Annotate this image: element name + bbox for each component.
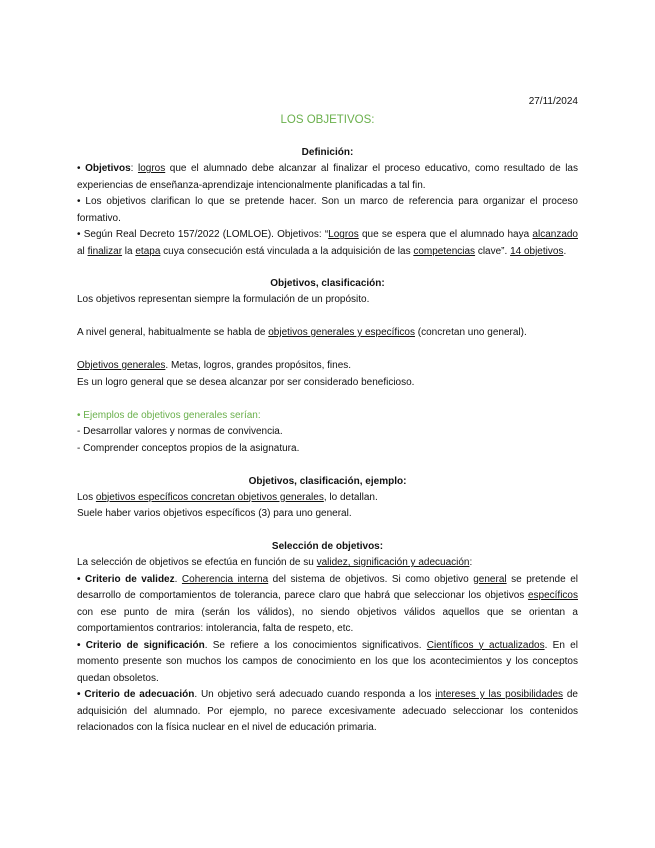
text: clave”. — [475, 245, 511, 257]
criterio-significacion — [77, 638, 578, 688]
bullet: • — [77, 163, 81, 174]
criterio-label: • Criterio de significación — [77, 639, 205, 651]
definicion-p1-text: que el alumnado debe alcanzar al finalizar el proceso educativo, como resultado de las experiencias de enseñanza-aprendizaje intencionalmente planificadas a tal fin. — [77, 163, 578, 191]
text: cuya consecución está vinculada a la adquisición de las — [160, 245, 414, 257]
ejemplo-item-2: - Comprender conceptos propios de la asignatura. — [77, 442, 300, 454]
document-page — [77, 95, 578, 737]
text: , lo detallan. — [323, 491, 378, 503]
underlined-term: intereses y las posibilidades — [435, 689, 564, 700]
underlined-term: general — [473, 573, 507, 585]
clasificacion-paragraph-2 — [77, 325, 578, 342]
clasificacion-heading: Objetivos, clasificación: — [270, 278, 385, 289]
text: con ese punto de mira (serán los válidos), no siendo objetivos válidos aquellos que se orientan a comportamientos contrarios: intolerancia, falta de respeto, etc. — [77, 606, 578, 634]
text: Los — [77, 491, 96, 503]
text: la — [122, 245, 136, 257]
underlined-term: Coherencia interna — [181, 573, 269, 585]
underlined-term: 14 objetivos — [510, 245, 564, 257]
underlined-term: Logros — [328, 229, 359, 240]
definicion-heading: Definición: — [301, 147, 354, 158]
ejemplos-text: Ejemplos de objetivos generales serían: — [83, 409, 261, 421]
text: (concretan uno general). — [415, 327, 527, 338]
underlined-term: objetivos generales y específicos — [268, 327, 415, 338]
underlined-term: validez, significación y adecuación — [316, 557, 470, 568]
text: . — [174, 573, 182, 585]
text: . En el momento presente son muchos los campos de conocimiento en los que los acontecimientos y los conceptos quedan obsoletos. — [77, 639, 578, 684]
text: . — [563, 245, 567, 257]
text: del sistema de objetivos. Si como objetivo — [268, 573, 474, 585]
text: . Metas, logros, grandes propósitos, fines. — [165, 360, 352, 371]
definicion-paragraph-1 — [77, 161, 578, 194]
objetivos-label: Objetivos — [85, 163, 131, 174]
ejemplo-paragraph-2: Suele haber varios objetivos específicos (3) para uno general. — [77, 508, 352, 519]
bullet: • — [77, 409, 81, 421]
date: 27/11/2024 — [528, 96, 578, 107]
ejemplo-item-1: - Desarrollar valores y normas de convivencia. — [77, 426, 283, 437]
clasificacion-paragraph-4: Es un logro general que se desea alcanzar por ser considerado beneficioso. — [77, 376, 415, 388]
criterio-adecuacion — [77, 687, 578, 737]
logros-link: logros — [137, 163, 166, 174]
seleccion-heading: Selección de objetivos: — [271, 541, 384, 552]
underlined-term: específicos — [527, 590, 578, 601]
definicion-paragraph-2: • Los objetivos clarifican lo que se pretende hacer. Son un marco de referencia para organizar el proceso formativo. — [77, 196, 578, 224]
underlined-term: finalizar — [87, 245, 123, 257]
seleccion-intro — [77, 555, 578, 572]
text: . Un objetivo será adecuado cuando responda a los — [194, 689, 436, 700]
text: de adquisición del alumnado. Por ejemplo, no parece excesivamente adecuado seleccionar los contenidos relacionados con la física nuclear en el nivel de educación primaria. — [77, 689, 578, 733]
clasificacion-paragraph-3 — [77, 358, 578, 375]
underlined-term: Objetivos generales — [77, 360, 166, 371]
text: . Se refiere a los conocimientos significativos. — [204, 639, 427, 651]
ejemplo-heading: Objetivos, clasificación, ejemplo: — [248, 475, 407, 487]
criterio-label: • Criterio de validez — [77, 573, 175, 585]
criterio-label: • Criterio de adecuación — [77, 689, 195, 700]
text: : — [469, 557, 473, 568]
text: que se espera que el alumnado haya — [358, 229, 533, 240]
underlined-term: etapa — [135, 245, 161, 257]
text: A nivel general, habitualmente se habla de — [77, 327, 269, 338]
definicion-paragraph-3 — [77, 227, 578, 260]
underlined-term: competencias — [413, 245, 476, 257]
colon: : — [130, 163, 134, 174]
ejemplos-label — [77, 408, 578, 425]
underlined-term: alcanzado — [532, 229, 578, 240]
text: La selección de objetivos se efectúa en función de su — [77, 557, 317, 568]
ejemplo-paragraph-1 — [77, 490, 578, 507]
page-title: LOS OBJETIVOS: — [280, 114, 375, 126]
clasificacion-paragraph-1: Los objetivos representan siempre la formulación de un propósito. — [77, 294, 370, 305]
text: se pretende el desarrollo de comportamientos de tolerancia, parece claro que habrá que seleccionar los objetivos — [77, 573, 578, 601]
underlined-term: Científicos y actualizados — [426, 639, 545, 651]
text: • Según Real Decreto 157/2022 (LOMLOE). Objetivos: “ — [77, 229, 329, 240]
text: al — [77, 245, 88, 257]
criterio-validez — [77, 572, 578, 638]
underlined-term: objetivos específicos concretan objetivos generales — [95, 491, 324, 503]
